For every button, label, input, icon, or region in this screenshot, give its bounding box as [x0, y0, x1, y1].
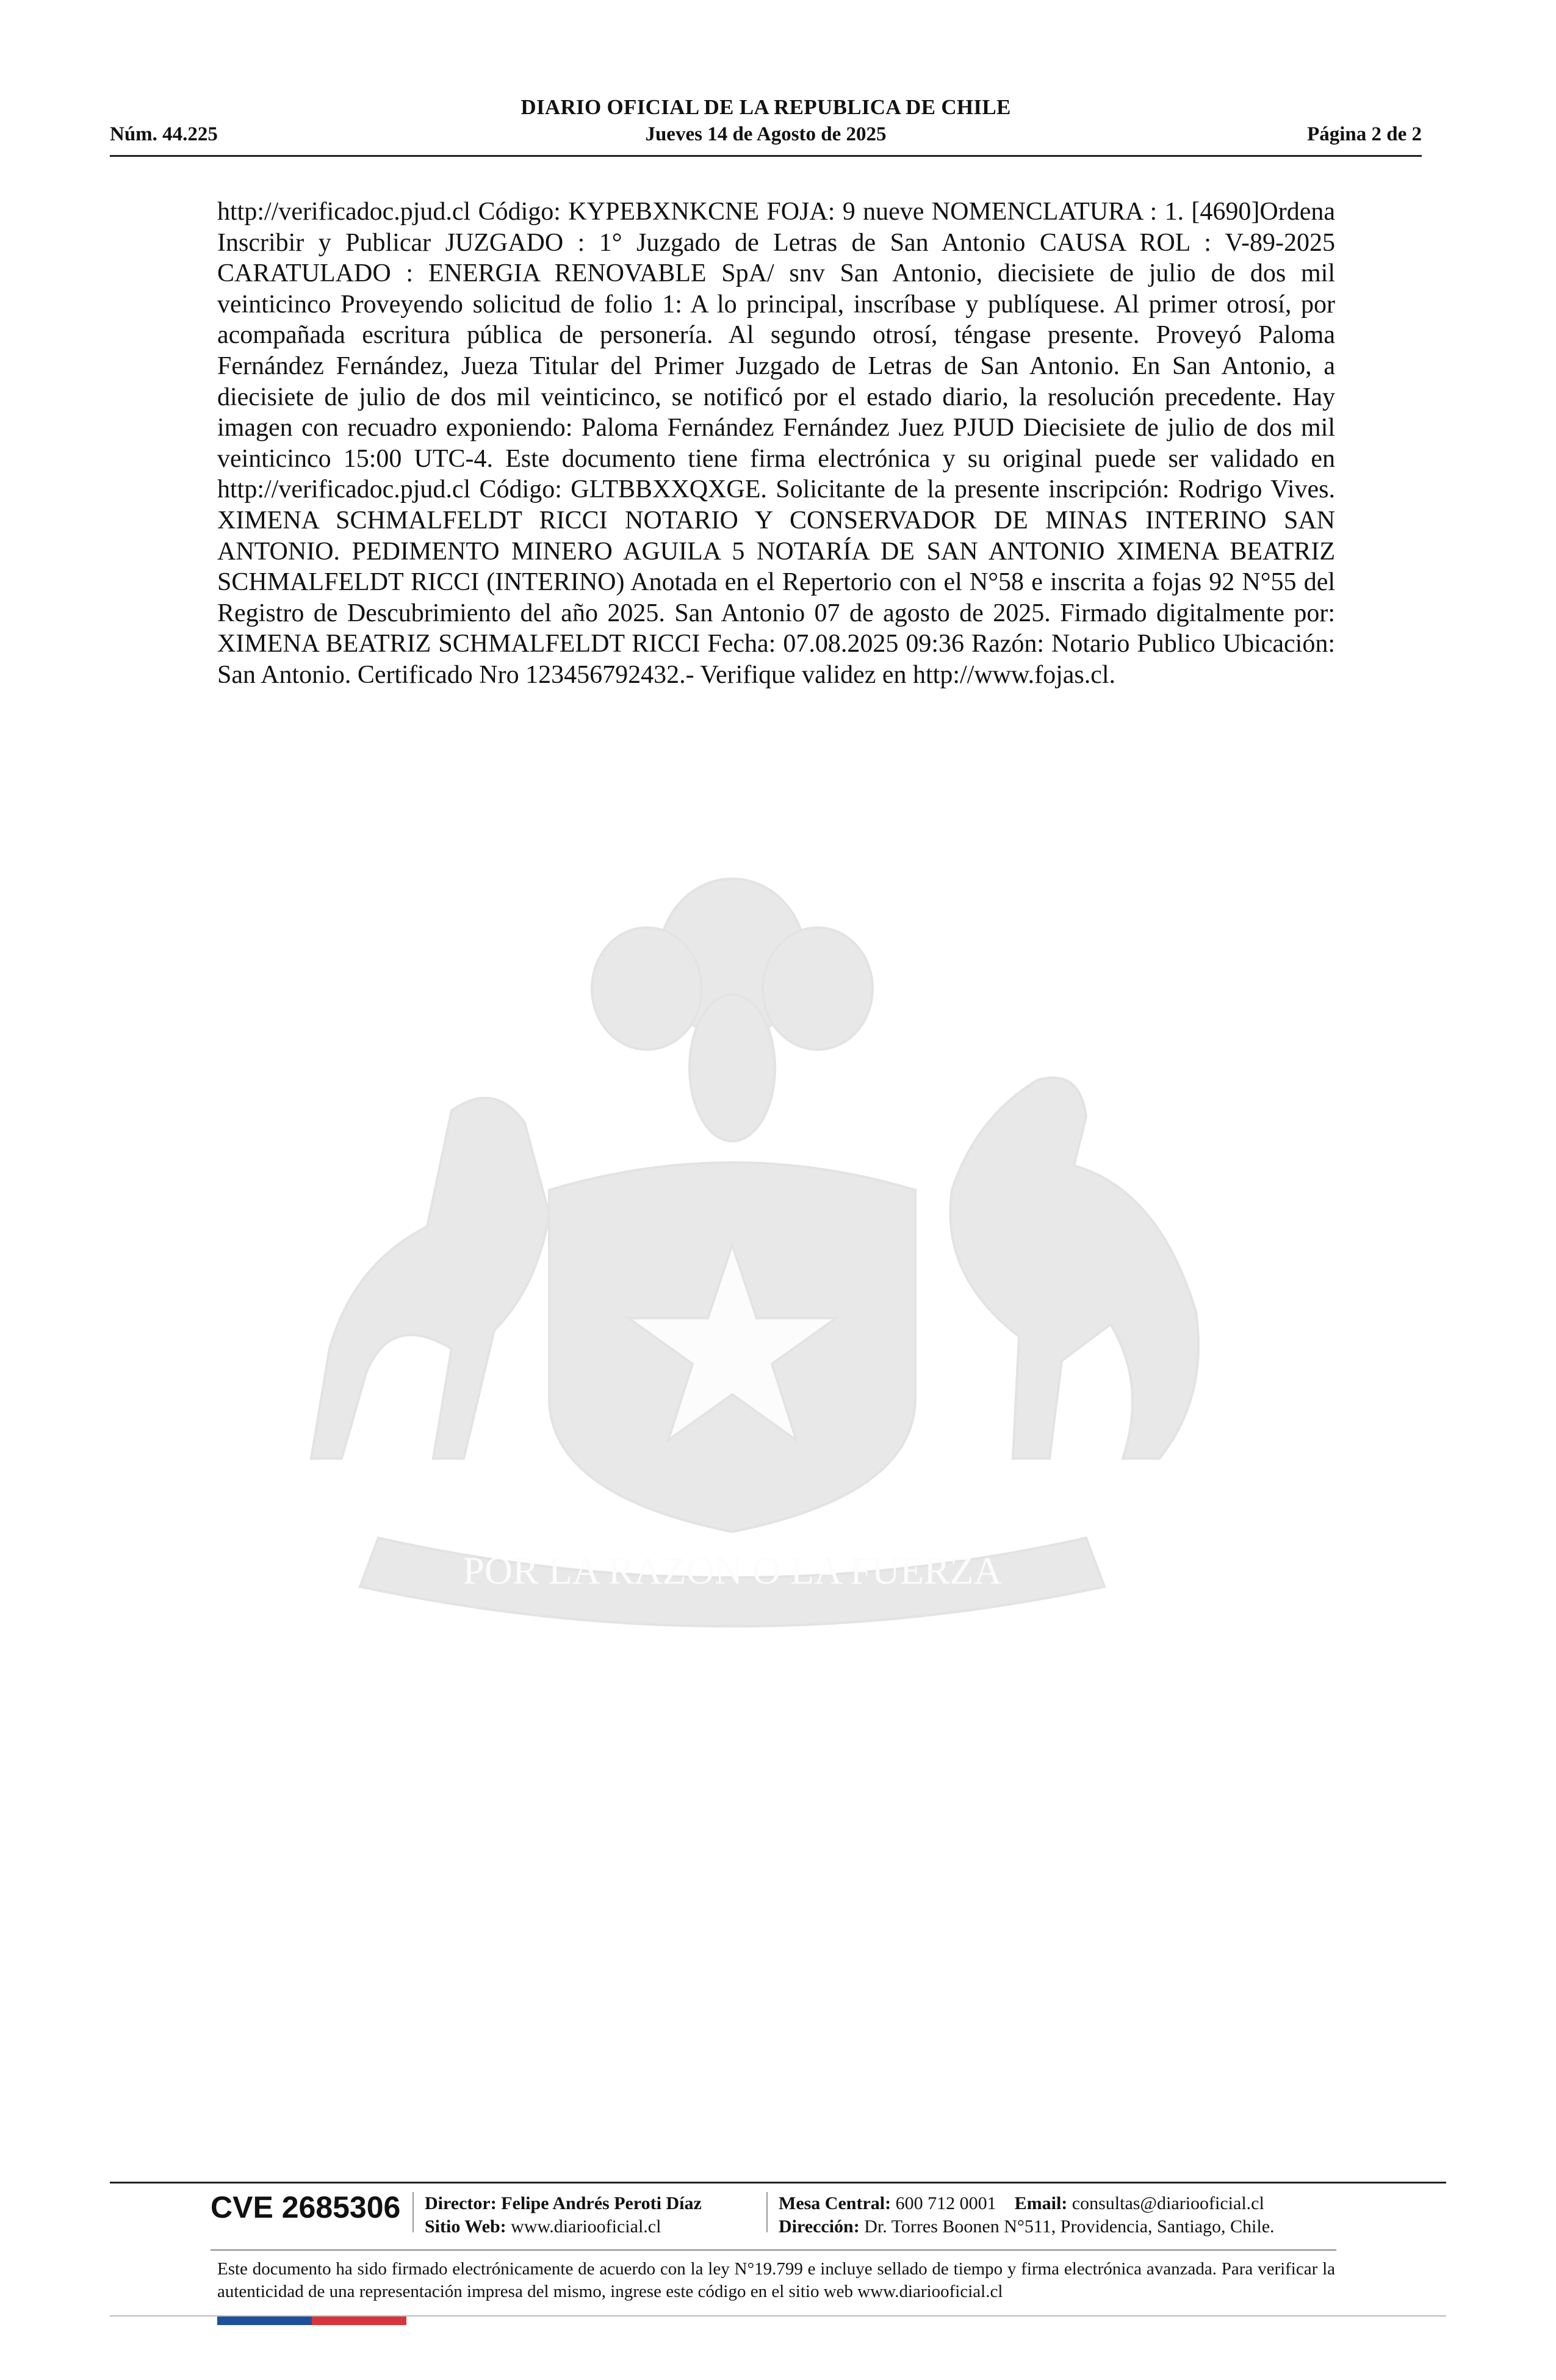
- coat-of-arms-motto: POR LA RAZON O LA FUERZA: [463, 1549, 1002, 1592]
- email-label: Email:: [1014, 2193, 1068, 2213]
- website-link[interactable]: www.diariooficial.cl: [511, 2216, 661, 2237]
- cve-code: CVE 2685306: [211, 2190, 401, 2224]
- footer-separator: [766, 2192, 768, 2232]
- footer-divider-top: [110, 2182, 1446, 2183]
- footer-director-block: [425, 2192, 702, 2238]
- header-divider: [110, 155, 1422, 157]
- footer-separator: [412, 2192, 414, 2232]
- address-text: Dr. Torres Boonen N°511, Providencia, Santiago, Chile.: [864, 2216, 1275, 2237]
- page-header: [110, 92, 1422, 159]
- issue-date: Jueves 14 de Agosto de 2025: [645, 123, 887, 145]
- publication-title: DIARIO OFICIAL DE LA REPUBLICA DE CHILE: [520, 95, 1011, 119]
- flag-color-bar: [217, 2317, 406, 2325]
- flag-red-segment: [312, 2317, 406, 2325]
- issue-number: Núm. 44.225: [110, 123, 218, 145]
- website-label: Sitio Web:: [425, 2216, 506, 2237]
- phone-number: 600 712 0001: [895, 2193, 996, 2213]
- address-label: Dirección:: [779, 2216, 860, 2237]
- email-link[interactable]: consultas@diariooficial.cl: [1072, 2193, 1264, 2213]
- phone-label: Mesa Central:: [779, 2193, 891, 2213]
- legal-notice: Este documento ha sido firmado electrónicamente de acuerdo con la ley N°19.799 e incluye sellado de tiempo y firma electrónica avanzada. Para verificar la autenticidad de una representación impresa del mismo, ingrese este código en el sitio web www.diariooficial.cl: [217, 2259, 1335, 2301]
- coat-of-arms-icon: [207, 848, 1257, 1678]
- page-indicator: Página 2 de 2: [1307, 123, 1422, 145]
- director-name: Felipe Andrés Peroti Díaz: [501, 2193, 702, 2213]
- footer-contact-block: [779, 2192, 1275, 2238]
- director-label: Director:: [425, 2193, 497, 2213]
- footer-divider-mid: [211, 2249, 1336, 2251]
- notice-body: http://verificadoc.pjud.cl Código: KYPEBXNKCNE FOJA: 9 nueve NOMENCLATURA : 1. [4690]Ordena Inscribir y Publicar JUZGADO : 1° Juzgado de Letras de San Antonio CAUSA ROL : V-89-2025 CARATULADO : ENERGIA RENOVABLE SpA/ snv San Antonio, diecisiete de julio de dos mil veinticinco Proveyendo solicitud de folio 1: A lo principal, inscríbase y publíquese. Al primer otrosí, por acompañada escritura pública de personería. Al segundo otrosí, téngase presente. Proveyó Paloma Fernández Fernández, Jueza Titular del Primer Juzgado de Letras de San Antonio. En San Antonio, a diecisiete de julio de dos mil veinticinco, se notificó por el estado diario, la resolución precedente. Hay imagen con recuadro exponiendo: Paloma Fernández Fernández Juez PJUD Diecisiete de julio de dos mil veinticinco 15:00 UTC-4. Este documento tiene firma electrónica y su original puede ser validado en http://verificadoc.pjud.cl Código: GLTBBXXQXGE. Solicitante de la presente inscripción: Rodrigo Vives. XIMENA SCHMALFELDT RICCI NOTARIO Y CONSERVADOR DE MINAS INTERINO SAN ANTONIO. PEDIMENTO MINERO AGUILA 5 NOTARÍA DE SAN ANTONIO XIMENA BEATRIZ SCHMALFELDT RICCI (INTERINO) Anotada en el Repertorio con el N°58 e inscrita a fojas 92 N°55 del Registro de Descubrimiento del año 2025. San Antonio 07 de agosto de 2025. Firmado digitalmente por: XIMENA BEATRIZ SCHMALFELDT RICCI Fecha: 07.08.2025 09:36 Razón: Notario Publico Ubicación: San Antonio. Certificado Nro 123456792432.- Verifique validez en http://www.fojas.cl.: [217, 198, 1335, 689]
- flag-blue-segment: [217, 2317, 312, 2325]
